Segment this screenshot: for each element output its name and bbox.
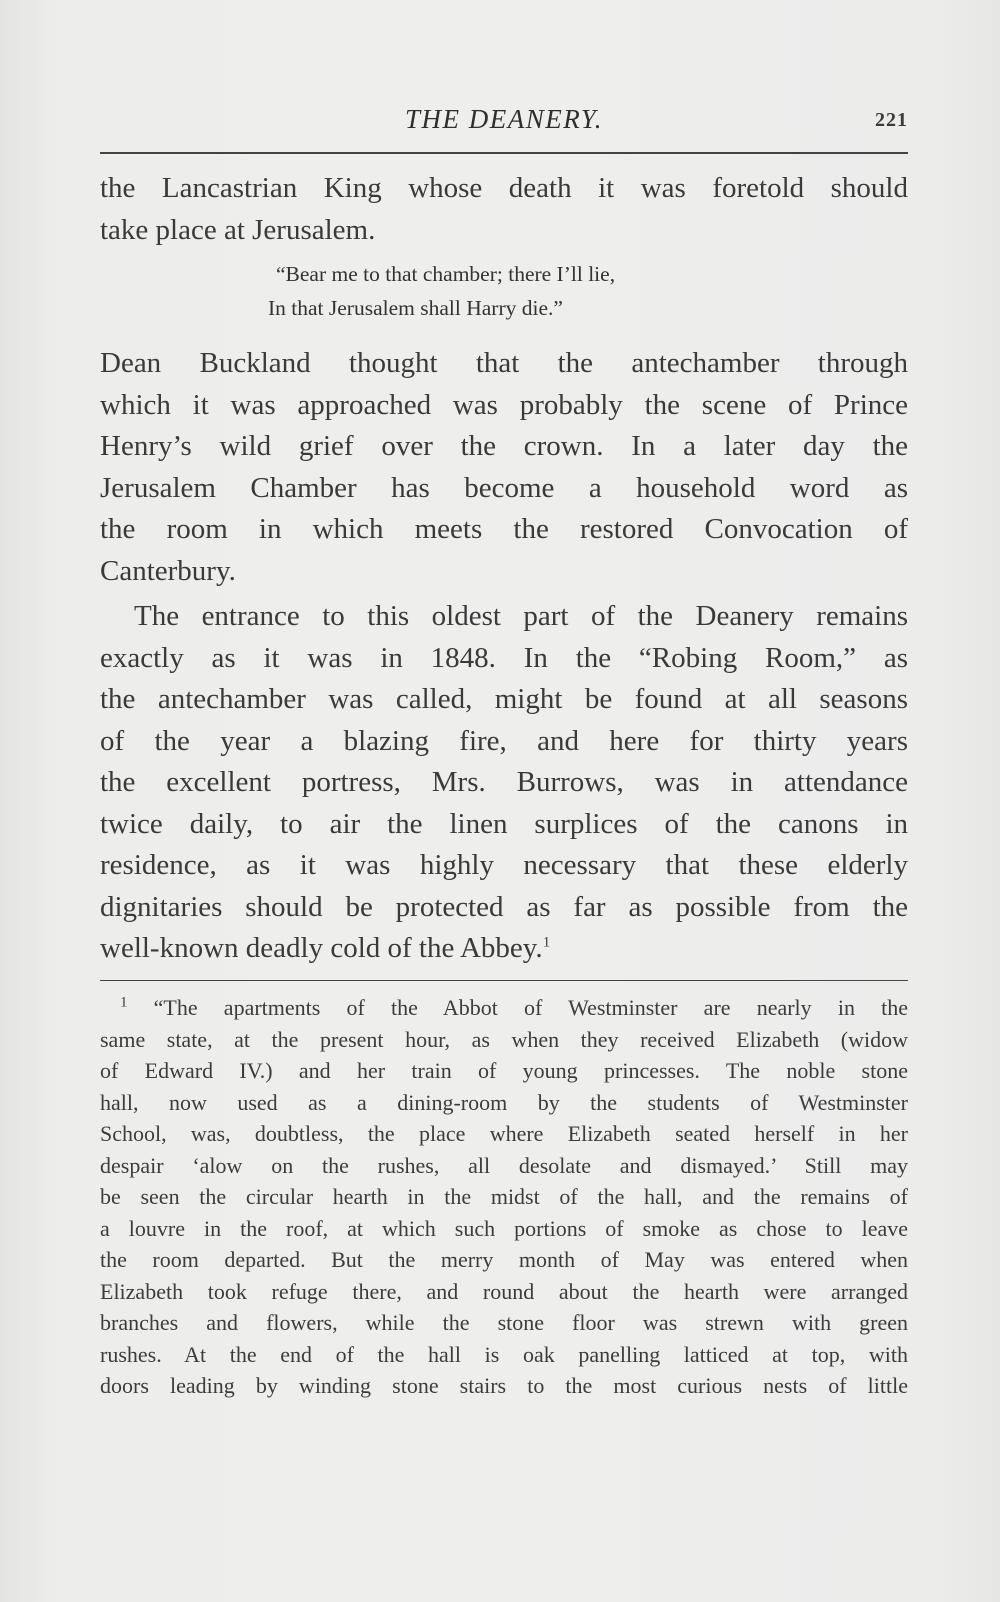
text-line: Dean Buckland thought that the antechamber through <box>100 347 908 379</box>
text-line: of the year a blazing fire, and here for thirty years <box>100 724 908 757</box>
text-line: well-known deadly cold of the Abbey. <box>100 932 543 964</box>
verse-line: In that Jerusalem shall Harry die.” <box>268 296 563 320</box>
text-line: take place at Jerusalem. <box>100 213 376 246</box>
footnote-line: despair ‘alow on the rushes, all desolate and dismayed.’ Still may <box>100 1152 908 1178</box>
footnote-line: $^1$ “The apartments of the Abbot of Westminster are nearly in the <box>120 994 908 1020</box>
text-line: Jerusalem Chamber has become a household word as <box>100 471 908 504</box>
footnote-marker: 1 <box>120 994 128 1011</box>
text-line: Canterbury. <box>100 554 236 587</box>
text-line: Henry’s wild grief over the crown. In a later day the <box>100 430 908 462</box>
text-line: the antechamber was called, might be found at all seasons <box>100 683 908 715</box>
text-line: residence, as it was highly necessary that these elderly <box>100 849 908 881</box>
footnote-line: rushes. At the end of the hall is oak panelling latticed at top, with <box>100 1341 908 1367</box>
footnote-reference[interactable]: 1 <box>542 934 551 951</box>
text-line: which it was approached was probably the scene of Prince <box>100 388 908 421</box>
text-line: the room in which meets the restored Convocation of <box>100 513 908 545</box>
footnote-line: hall, now used as a dining-room by the students of Westminster <box>100 1089 908 1115</box>
footnote-line: the room departed. But the merry month of May was entered when <box>100 1247 908 1272</box>
footnote-line: branches and flowers, while the stone floor was strewn with green <box>100 1310 908 1335</box>
paragraph <box>100 596 908 970</box>
footnote-line: of Edward IV.) and her train of young princesses. The noble stone <box>100 1058 908 1083</box>
header-rule <box>100 152 908 154</box>
paragraph <box>100 343 908 592</box>
footnote-line: doors leading by winding stone stairs to the most curious nests of little <box>100 1373 908 1398</box>
footnote-rule <box>100 980 908 981</box>
text-line: the Lancastrian King whose death it was foretold should <box>100 172 908 204</box>
verse-quotation <box>100 257 908 325</box>
text-line: dignitaries should be protected as far as possible from the <box>100 890 908 923</box>
text-line: the excellent portress, Mrs. Burrows, was in attendance <box>100 766 908 798</box>
running-head: THE DEANERY. <box>404 104 604 134</box>
verse-line: “Bear me to that chamber; there I’ll lie, <box>276 262 616 286</box>
page-number: 221 <box>875 109 908 131</box>
footnote-line: School, was, doubtless, the place where Elizabeth seated herself in her <box>100 1121 908 1146</box>
footnote-line: a louvre in the roof, at which such portions of smoke as chose to leave <box>100 1215 908 1241</box>
footnote <box>100 992 908 1402</box>
text-line: twice daily, to air the linen surplices of the canons in <box>100 807 908 840</box>
footnote-line: be seen the circular hearth in the midst of the hall, and the remains of <box>100 1184 908 1209</box>
main-text <box>100 168 908 970</box>
text-line-with-footnote-ref <box>100 928 908 970</box>
footnote-line: Elizabeth took refuge there, and round about the hearth were arranged <box>100 1278 908 1304</box>
text-line: The entrance to this oldest part of the Deanery remains <box>134 600 908 632</box>
page-header <box>100 104 908 140</box>
text-line: exactly as it was in 1848. In the “Robing Room,” as <box>100 641 908 674</box>
footnote-line: same state, at the present hour, as when they received Elizabeth (widow <box>100 1026 908 1052</box>
